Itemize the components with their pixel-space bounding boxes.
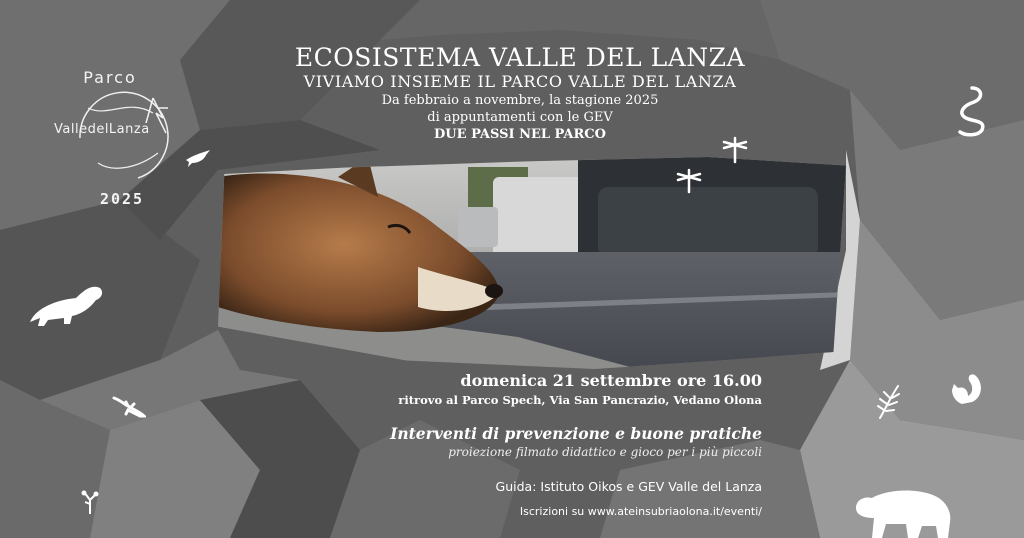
lizard-icon [112, 394, 146, 420]
signup-link[interactable]: Iscrizioni su www.ateinsubriaolona.it/eventi/ [519, 505, 762, 518]
series-name: DUE PASSI NEL PARCO [434, 127, 606, 142]
bear-icon [852, 486, 956, 538]
flower-icon [80, 490, 100, 514]
park-logo [20, 30, 180, 208]
season-line: Da febbraio a novembre, la stagione 2025 [381, 93, 659, 108]
page-title: ECOSISTEMA VALLE DEL LANZA [294, 43, 746, 72]
event-topic: Interventi di prevenzione e buone pratiche [390, 424, 762, 443]
logo-year-text: 2025 [99, 190, 145, 208]
ferret-icon [26, 278, 106, 328]
fern-icon [876, 384, 902, 420]
header [270, 44, 770, 144]
event-datetime: domenica 21 settembre ore 16.00 [460, 371, 762, 390]
gev-line: di appuntamenti con le GEV [427, 110, 613, 125]
event-description: proiezione filmato didattico e gioco per i più piccoli [448, 445, 762, 459]
dragonfly-icon [676, 166, 702, 194]
page-subtitle: VIVIAMO INSIEME IL PARCO VALLE DEL LANZA [303, 72, 737, 91]
event-guide: Guida: Istituto Oikos e GEV Valle del Lanza [495, 479, 762, 494]
fox-road-photo [218, 157, 846, 369]
bird-icon [184, 146, 212, 168]
snake-icon [952, 84, 990, 138]
squirrel-icon [948, 372, 984, 406]
event-info [202, 370, 762, 520]
event-location: ritrovo al Parco Spech, Via San Pancrazio, Vedano Olona [398, 393, 762, 407]
logo-top-text: Parco [83, 68, 137, 87]
logo-name-text: ValledelLanza [54, 122, 150, 137]
dragonfly-icon [722, 134, 748, 164]
